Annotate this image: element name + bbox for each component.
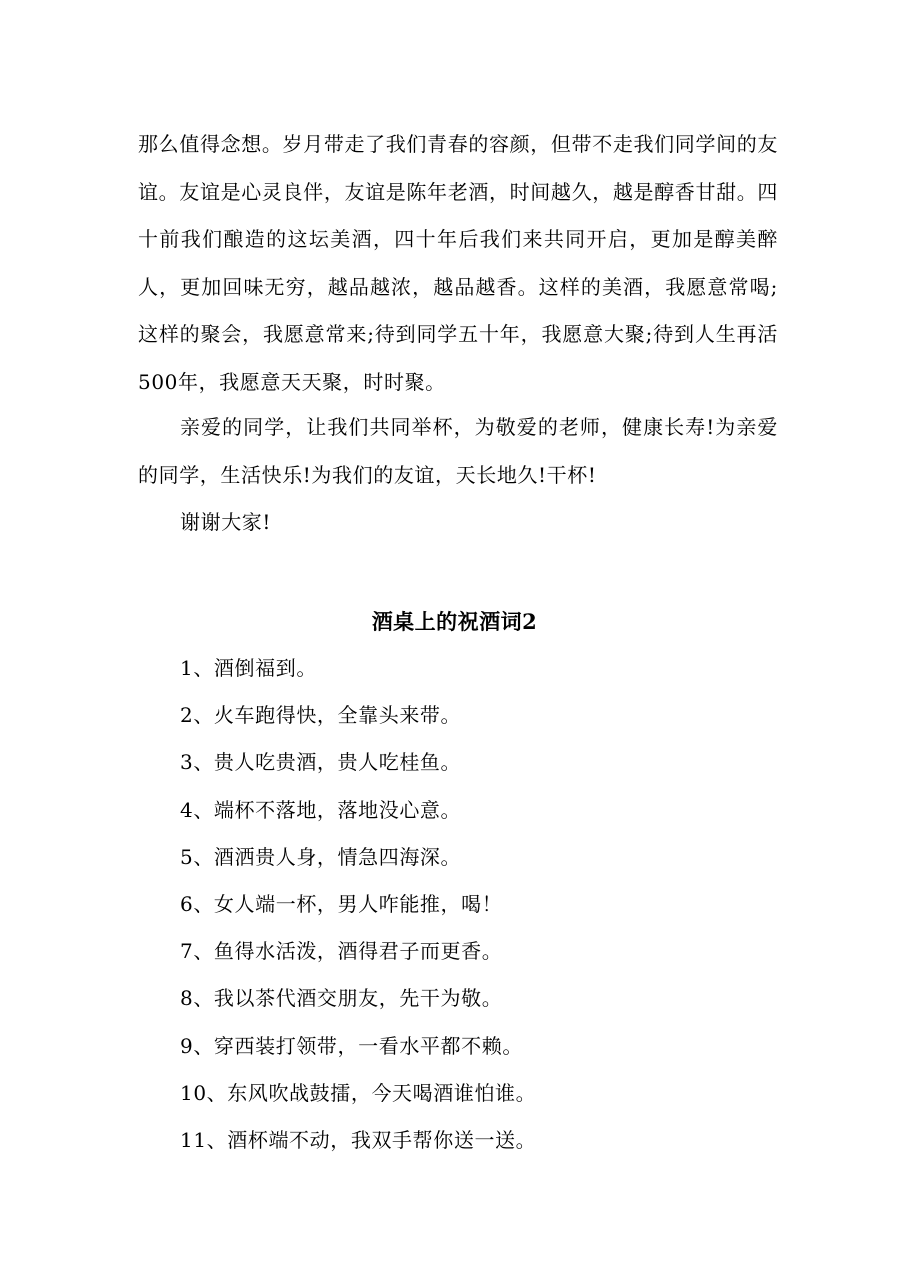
list-item: 4、端杯不落地，落地没心意。 bbox=[180, 797, 462, 822]
section-title: 酒桌上的祝酒词2 bbox=[371, 609, 538, 634]
paragraph-thanks: 谢谢大家! bbox=[180, 510, 272, 534]
paragraph-toast: 亲爱的同学，让我们共同举杯，为敬爱的老师，健康长寿!为亲爱的同学，生活快乐!为我们的友谊，天长地久!干杯! bbox=[138, 415, 778, 487]
list-item: 1、酒倒福到。 bbox=[180, 656, 317, 680]
list-item: 10、东风吹战鼓擂，今天喝酒谁怕谁。 bbox=[180, 1080, 537, 1105]
list-item: 5、酒洒贵人身，情急四海深。 bbox=[180, 844, 462, 869]
list-item: 2、火车跑得快，全靠头来带。 bbox=[180, 703, 462, 728]
list-item: 8、我以茶代酒交朋友，先干为敬。 bbox=[180, 986, 503, 1011]
paragraph-friendship: 那么值得念想。岁月带走了我们青春的容颜，但带不走我们同学间的友谊。友谊是心灵良伴，友谊是陈年老酒，时间越久，越是醇香甘甜。四十前我们酿造的这坛美酒，四十年后我们来共同开启，更加是醇美醉人，更加回味无穷，越品越浓，越品越香。这样的美酒，我愿意常喝;这样的聚会，我愿意常来;待到同学五十年，我愿意大聚;待到人生再活500年，我愿意天天聚，时时聚。 bbox=[138, 132, 778, 394]
list-item: 3、贵人吃贵酒，贵人吃桂鱼。 bbox=[180, 750, 462, 775]
list-item: 6、女人端一杯，男人咋能推，喝！ bbox=[180, 892, 503, 917]
list-item: 7、鱼得水活泼，酒得君子而更香。 bbox=[180, 939, 503, 964]
list-item: 9、穿西装打领带，一看水平都不赖。 bbox=[180, 1033, 523, 1058]
list-item: 11、酒杯端不动，我双手帮你送一送。 bbox=[180, 1128, 537, 1153]
toast-list bbox=[180, 645, 536, 1164]
